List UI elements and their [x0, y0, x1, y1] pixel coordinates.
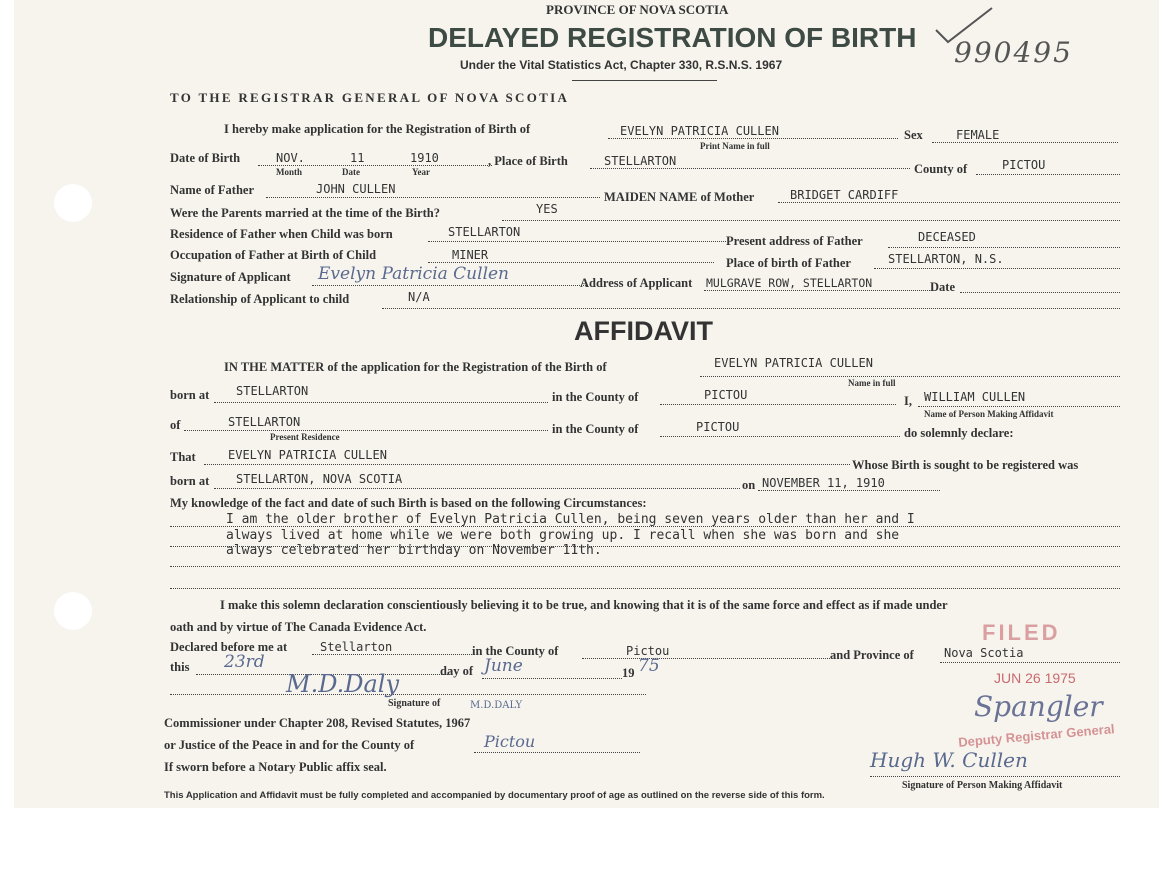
month-label: Month — [276, 167, 303, 177]
deputy-registrar-stamp: Deputy Registrar General — [957, 721, 1116, 750]
commissioner-line: Commissioner under Chapter 208, Revised Statutes, 1967 — [164, 716, 471, 730]
punch-hole — [54, 592, 92, 630]
that-label: That — [170, 450, 196, 464]
addressee: TO THE REGISTRAR GENERAL OF NOVA SCOTIA — [170, 90, 570, 105]
sex-label: Sex — [904, 128, 923, 142]
dob-date: 11 — [350, 151, 365, 165]
born-at-2-label: born at — [170, 474, 210, 488]
dob-month: NOV. — [276, 151, 305, 165]
residence-value: STELLARTON — [448, 225, 521, 239]
footer-note: This Application and Affidavit must be fully completed and accompanied by documentary proof of age as outlined on the reverse side of this form. — [164, 790, 825, 801]
day-value: 23rd — [224, 652, 265, 672]
occupation-label: Occupation of Father at Birth of Child — [170, 248, 377, 262]
declared-county: Pictou — [626, 644, 670, 658]
father-birthplace-value: STELLARTON, N.S. — [888, 252, 1004, 266]
day-of-label: day of — [440, 664, 473, 678]
justice-line: or Justice of the Peace in and for the County of — [164, 738, 415, 752]
father-birthplace-label: Place of birth of Father — [726, 256, 851, 270]
circumstance-line-2: always lived at home while we were both growing up. I recall when she was born and she — [226, 528, 900, 543]
title-underline — [572, 80, 717, 81]
whose-birth-label: Whose Birth is sought to be registered was — [852, 458, 1079, 472]
form-subtitle: Under the Vital Statistics Act, Chapter 330, R.S.N.S. 1967 — [460, 58, 783, 72]
place-value: STELLARTON — [604, 154, 677, 168]
print-name-note: Print Name in full — [700, 141, 770, 151]
county-1-value: PICTOU — [704, 388, 748, 402]
father-label: Name of Father — [170, 183, 254, 197]
residence-label: Residence of Father when Child was born — [170, 227, 393, 241]
married-label: Were the Parents married at the time of the Birth? — [170, 206, 440, 220]
present-address-label: Present address of Father — [726, 234, 863, 248]
province-label: and Province of — [830, 648, 914, 662]
justice-county: Pictou — [484, 732, 536, 751]
signature-label: Signature of Applicant — [170, 270, 291, 284]
intro-label: I hereby make application for the Registration of Birth of — [224, 122, 531, 136]
matter-name: EVELYN PATRICIA CULLEN — [714, 356, 873, 370]
present-address-value: DECEASED — [918, 230, 976, 244]
this-label: this — [170, 660, 190, 674]
birth-registration-form — [14, 0, 1159, 808]
filed-date-stamp: JUN 26 1975 — [994, 670, 1076, 686]
on-label: on — [742, 478, 756, 492]
child-name: EVELYN PATRICIA CULLEN — [620, 124, 779, 138]
checkmark-icon — [932, 4, 996, 48]
county-2-value: PICTOU — [696, 420, 740, 434]
year-prefix: 19 — [622, 666, 635, 680]
name-in-full-note: Name in full — [848, 378, 896, 388]
commissioner-print: M.D.DALY — [470, 700, 523, 711]
matter-label: IN THE MATTER of the application for the Registration of the Birth of — [224, 360, 607, 374]
declaration-line-1: I make this solemn declaration conscientiously believing it to be true, and knowing that it is of the same force and effect as if made under — [220, 598, 948, 612]
mother-value: BRIDGET CARDIFF — [790, 188, 899, 202]
date-label-2: Date — [930, 280, 955, 294]
declared-at: Stellarton — [320, 640, 393, 654]
father-value: JOHN CULLEN — [316, 182, 396, 196]
dob-year: 1910 — [410, 151, 439, 165]
in-county-label-1: in the County of — [552, 390, 639, 404]
solemnly-label: do solemnly declare: — [904, 426, 1014, 440]
place-label: , Place of Birth — [488, 154, 568, 168]
sex-value: FEMALE — [956, 128, 1000, 142]
notary-line: If sworn before a Notary Public affix seal. — [164, 760, 387, 774]
in-county-label-2: in the County of — [552, 422, 639, 436]
present-residence-note: Present Residence — [270, 432, 340, 442]
residence-affiant: STELLARTON — [228, 415, 301, 429]
affidavit-heading: AFFIDAVIT — [574, 316, 713, 346]
registration-number: 990495 — [954, 36, 1073, 69]
filed-stamp: FILED — [982, 620, 1061, 645]
form-title: DELAYED REGISTRATION OF BIRTH — [428, 22, 917, 53]
i-label: I, — [904, 394, 912, 408]
signature-of-note: Signature of — [388, 698, 441, 709]
affiant-name: WILLIAM CULLEN — [924, 390, 1026, 404]
address-value: MULGRAVE ROW, STELLARTON — [706, 276, 873, 290]
circumstance-line-1: I am the older brother of Evelyn Patricia Cullen, being seven years older than her and I — [226, 512, 915, 527]
commissioner-signature: M.D.Daly — [286, 670, 400, 698]
county-label: County of — [914, 162, 968, 176]
address-label: Address of Applicant — [580, 276, 693, 290]
year-suffix: 75 — [638, 656, 660, 676]
declared-label: Declared before me at — [170, 640, 288, 654]
year-label: Year — [412, 167, 430, 177]
date-label: Date — [342, 167, 360, 177]
mother-label: MAIDEN NAME of Mother — [604, 190, 755, 204]
county-value: PICTOU — [1002, 158, 1046, 172]
that-name: EVELYN PATRICIA CULLEN — [228, 448, 387, 462]
married-value: YES — [536, 202, 558, 216]
province-heading: PROVINCE OF NOVA SCOTIA — [546, 2, 729, 17]
on-date: NOVEMBER 11, 1910 — [762, 476, 885, 490]
relationship-value: N/A — [408, 290, 430, 304]
born-at-2-value: STELLARTON, NOVA SCOTIA — [236, 472, 403, 486]
declaration-line-2: oath and by virtue of The Canada Evidence Act. — [170, 620, 427, 634]
of-label: of — [170, 418, 181, 432]
in-county-label-3: in the County of — [472, 644, 559, 658]
punch-hole — [54, 184, 92, 222]
province-value: Nova Scotia — [944, 646, 1024, 660]
occupation-value: MINER — [452, 248, 489, 262]
relationship-label: Relationship of Applicant to child — [170, 292, 350, 306]
month-value: June — [484, 656, 523, 676]
affiant-signature-note: Signature of Person Making Affidavit — [902, 780, 1063, 791]
dob-label: Date of Birth — [170, 151, 241, 165]
born-at-label: born at — [170, 388, 210, 402]
circumstance-line-3: always celebrated her birthday on November 11th. — [226, 543, 602, 558]
born-at-value: STELLARTON — [236, 384, 309, 398]
registrar-signature: Spangler — [974, 690, 1103, 723]
knowledge-label: My knowledge of the fact and date of such Birth is based on the following Circumstances: — [170, 496, 647, 510]
affiant-note: Name of Person Making Affidavit — [924, 409, 1054, 419]
applicant-signature: Evelyn Patricia Cullen — [318, 264, 510, 284]
affiant-signature: Hugh W. Cullen — [870, 748, 1028, 772]
